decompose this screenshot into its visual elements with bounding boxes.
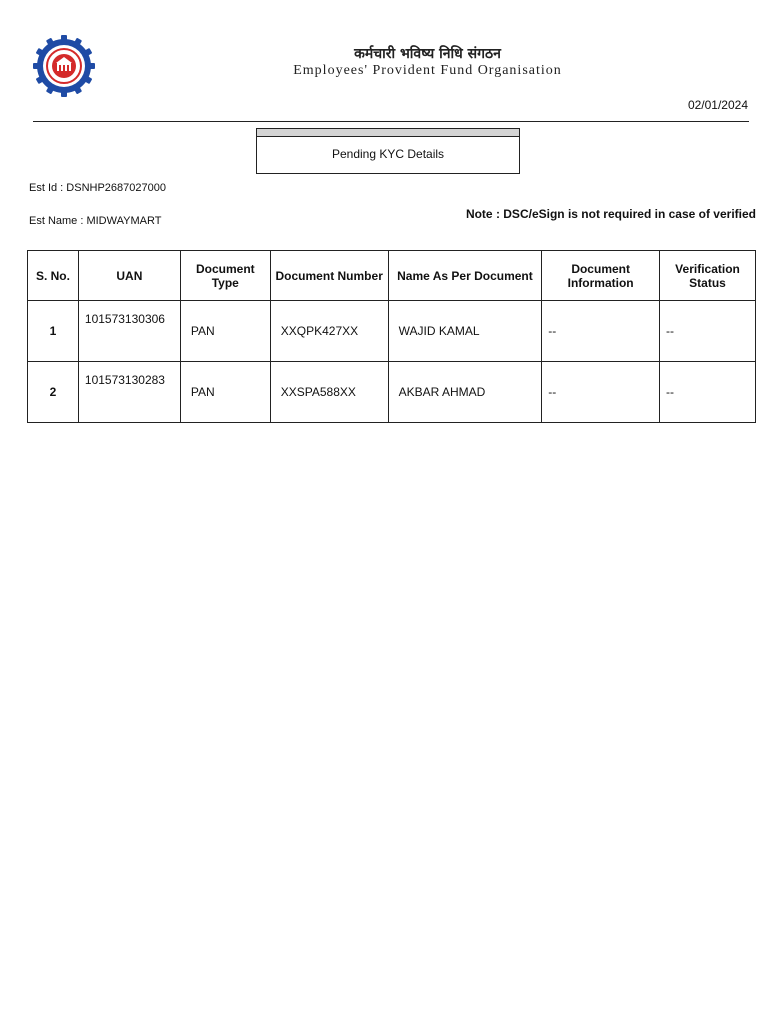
- cell-s-no: 1: [28, 301, 79, 362]
- document-date: 02/01/2024: [687, 98, 748, 112]
- header-uan: UAN: [78, 251, 180, 301]
- cell-document-type: PAN: [180, 362, 270, 423]
- header-divider: [33, 121, 749, 122]
- pending-kyc-table: [27, 250, 756, 423]
- cell-document-number: XXSPA588XX: [270, 362, 388, 423]
- cell-name: WAJID KAMAL: [388, 301, 542, 362]
- header-document-type: Document Type: [180, 251, 270, 301]
- cell-document-type: PAN: [180, 301, 270, 362]
- org-name-hindi: कर्मचारी भविष्य निधि संगठन: [354, 46, 501, 62]
- section-title: Pending KYC Details: [331, 147, 445, 161]
- cell-name: AKBAR AHMAD: [388, 362, 542, 423]
- title-box-band: [257, 129, 519, 137]
- table-row: [28, 362, 756, 423]
- org-name-english: Employees' Provident Fund Organisation: [293, 63, 562, 78]
- section-title-box: [256, 128, 520, 174]
- cell-uan: 101573130306: [78, 301, 180, 362]
- table-header-row: [28, 251, 756, 301]
- header-s-no: S. No.: [28, 251, 79, 301]
- cell-document-information: --: [542, 362, 660, 423]
- cell-document-number: XXQPK427XX: [270, 301, 388, 362]
- cell-uan: 101573130283: [78, 362, 180, 423]
- header-document-number: Document Number: [270, 251, 388, 301]
- cell-s-no: 2: [28, 362, 79, 423]
- establishment-id: Est Id : DSNHP2687027000: [29, 182, 166, 194]
- header-name-as-per-document: Name As Per Document: [388, 251, 542, 301]
- header-verification-status: Verification Status: [660, 251, 756, 301]
- cell-verification-status: --: [660, 362, 756, 423]
- cell-verification-status: --: [660, 301, 756, 362]
- establishment-name: Est Name : MIDWAYMART: [29, 215, 162, 227]
- dsc-note: Note : DSC/eSign is not required in case of verified: [465, 207, 756, 221]
- cell-document-information: --: [542, 301, 660, 362]
- header-document-information: Document Information: [542, 251, 660, 301]
- table-row: [28, 301, 756, 362]
